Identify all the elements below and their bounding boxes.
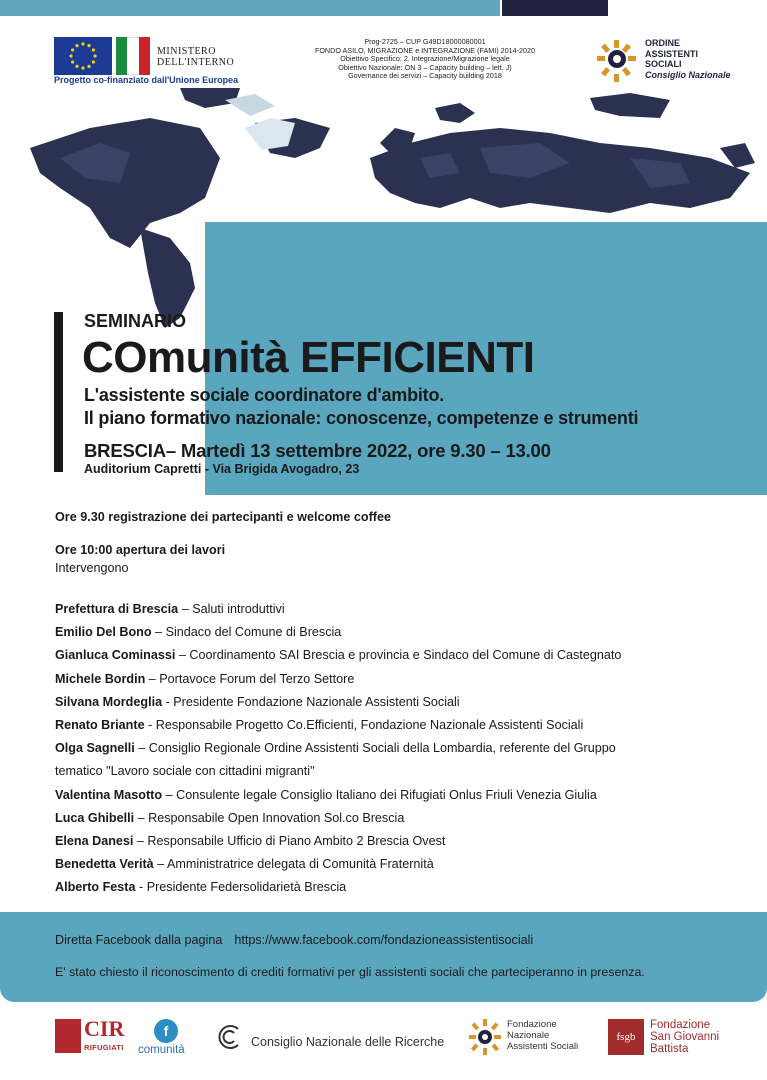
top-accent-bar-dark	[502, 0, 608, 16]
event-subtitle-2: Il piano formativo nazionale: conoscenze, competenze e strumenti	[84, 408, 639, 428]
ordine-assistenti-sociali-logo-icon	[596, 38, 638, 84]
sgb-logo-icon: fsgb	[608, 1019, 644, 1055]
facebook-line	[55, 933, 533, 947]
list-item: Luca Ghibelli – Responsabile Open Innovation Sol.co Brescia	[55, 810, 405, 825]
list-item: Elena Danesi – Responsabile Ufficio di Piano Ambito 2 Brescia Ovest	[55, 834, 446, 849]
speakers-intro: Intervengono	[55, 561, 129, 575]
event-venue: Auditorium Capretti - Via Brigida Avogadro, 23	[84, 462, 360, 476]
list-item: Valentina Masotto – Consulente legale Consiglio Italiano dei Rifugiati Onlus Friuli Venezia Giulia	[55, 787, 597, 802]
event-title: COmunità EFFICIENTI	[82, 333, 535, 382]
event-subtitle-1: L'assistente sociale coordinatore d'ambito.	[84, 385, 445, 405]
fnas-logo-icon	[468, 1018, 502, 1056]
sgb-logo-text: Fondazione San Giovanni Battista	[650, 1019, 720, 1055]
list-item: tematico "Lavoro sociale con cittadini migranti"	[55, 764, 315, 779]
facebook-label: Diretta Facebook dalla pagina	[55, 933, 223, 947]
cnr-logo-icon	[216, 1024, 242, 1050]
list-item: Prefettura di Brescia – Saluti introduttivi	[55, 602, 285, 616]
ordine-logo-text: ORDINE ASSISTENTI SOCIALI Consiglio Nazionale	[645, 38, 731, 80]
title-accent-bar	[54, 312, 63, 472]
registration-line: Ore 9.30 registrazione dei partecipanti e welcome coffee	[55, 510, 391, 524]
list-item: Emilio Del Bono – Sindaco del Comune di Brescia	[55, 625, 342, 640]
event-place-date: BRESCIA– Martedì 13 settembre 2022, ore 9.30 – 13.00	[84, 440, 551, 461]
ministry-name: MINISTERO DELL'INTERNO	[157, 46, 235, 68]
facebook-link[interactable]: https://www.facebook.com/fondazioneassistentisociali	[234, 933, 534, 947]
comunita-logo-text: comunità	[138, 1044, 185, 1056]
list-item: Olga Sagnelli – Consiglio Regionale Ordine Assistenti Sociali della Lombardia, referente del Gruppo	[55, 741, 616, 756]
program-info: Prog-2725 – CUP G49D18000080001 FONDO ASILO, MIGRAZIONE e INTEGRAZIONE (FAMI) 2014-2020 Obiettivo Specifico: 2. Integrazione/Migrazione legale Obiettivo Nazionale: ON 3 – Capacity building – lett. J) Governance dei servizi – Capacity building 2018	[314, 37, 536, 81]
list-item: Gianluca Cominassi – Coordinamento SAI Brescia e provincia e Sindaco del Comune di Castegnato	[55, 648, 622, 663]
cir-logo-subtext: RIFUGIATI	[84, 1043, 124, 1052]
list-item: Benedetta Verità – Amministratrice delegata di Comunità Fraternità	[55, 857, 434, 872]
list-item: Michele Bordin – Portavoce Forum del Terzo Settore	[55, 671, 355, 686]
comunita-logo-icon: f	[154, 1019, 178, 1043]
speakers-list	[55, 598, 745, 900]
top-accent-bar	[0, 0, 500, 16]
info-band	[0, 912, 767, 1002]
list-item: Renato Briante - Responsabile Progetto Co.Efficienti, Fondazione Nazionale Assistenti Sociali	[55, 718, 584, 733]
eu-flag-icon	[54, 37, 112, 75]
eu-cofinanced-label: Progetto co-finanziato dall'Unione Europea	[54, 75, 239, 85]
credits-note: E' stato chiesto il riconoscimento di crediti formativi per gli assistenti sociali che parteciperanno in presenza.	[55, 965, 645, 979]
italy-flag-icon	[116, 37, 150, 75]
list-item: Silvana Mordeglia - Presidente Fondazione Nazionale Assistenti Sociali	[55, 694, 460, 709]
list-item: Alberto Festa - Presidente Federsolidarietà Brescia	[55, 880, 347, 895]
opening-line: Ore 10:00 apertura dei lavori	[55, 543, 226, 557]
cir-logo-text: CIR	[84, 1016, 125, 1041]
cnr-logo-text: Consiglio Nazionale delle Ricerche	[251, 1035, 445, 1049]
fnas-logo-text: Fondazione Nazionale Assistenti Sociali	[507, 1019, 579, 1052]
event-kicker: SEMINARIO	[84, 311, 187, 331]
cir-logo-icon	[55, 1019, 81, 1053]
